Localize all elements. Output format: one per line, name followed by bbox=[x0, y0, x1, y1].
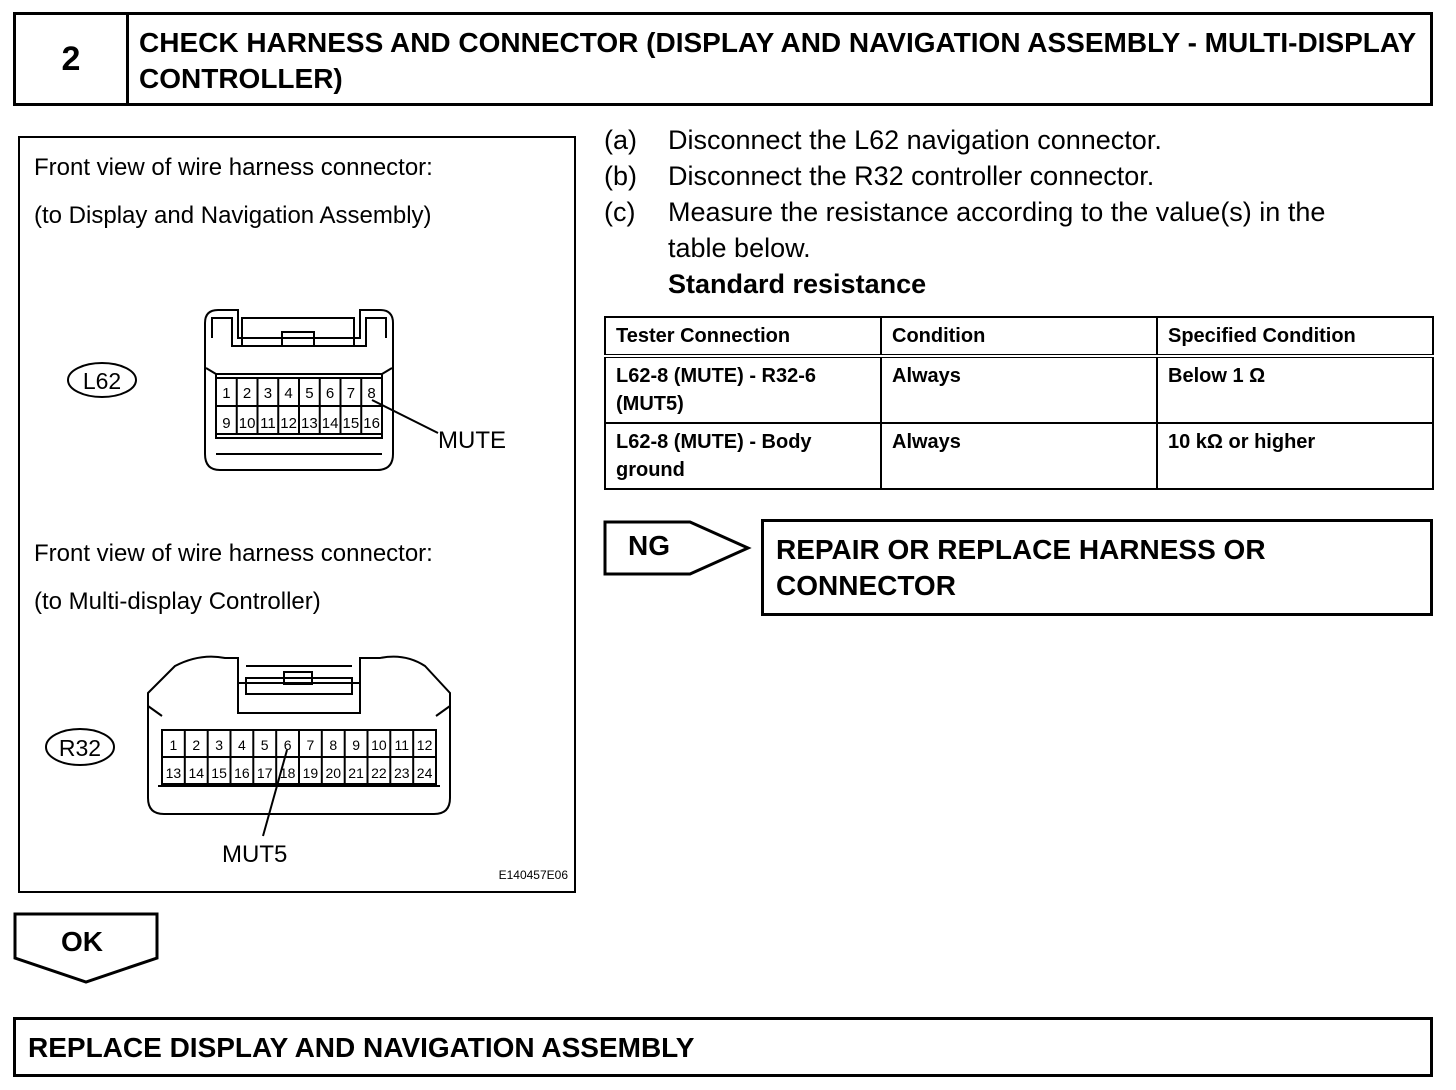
instruction-text: Disconnect the R32 controller connector. bbox=[668, 161, 1155, 191]
pin-number: 2 bbox=[242, 385, 252, 402]
pin-number: 3 bbox=[215, 737, 223, 753]
table-header: Tester Connection bbox=[605, 317, 881, 356]
pin-number: 13 bbox=[165, 765, 182, 781]
r32-id-label: R32 bbox=[58, 735, 102, 761]
pin-number: 7 bbox=[306, 737, 315, 753]
table-header: Specified Condition bbox=[1157, 317, 1433, 356]
ng-result-text: REPAIR OR REPLACE HARNESS OR CONNECTOR bbox=[776, 534, 1266, 601]
pin-number: 15 bbox=[211, 765, 227, 781]
table-cell: 10 kΩ or higher bbox=[1157, 423, 1433, 489]
pin-number: 2 bbox=[192, 737, 201, 753]
pin-number: 8 bbox=[367, 385, 376, 402]
table-cell: Below 1 Ω bbox=[1157, 356, 1433, 423]
figure-code: E140457E06 bbox=[498, 868, 568, 882]
pin-number: 3 bbox=[263, 385, 273, 402]
l62-id-label: L62 bbox=[82, 368, 122, 394]
ng-result-box bbox=[761, 519, 1433, 616]
ng-label: NG bbox=[628, 530, 670, 561]
step-number: 2 bbox=[16, 15, 129, 103]
ng-arrow-icon bbox=[605, 522, 748, 574]
pin-number: 4 bbox=[284, 385, 293, 402]
table-cell: Always bbox=[881, 423, 1157, 489]
instruction-letter: (c) bbox=[604, 197, 636, 227]
final-action-text: REPLACE DISPLAY AND NAVIGATION ASSEMBLY bbox=[28, 1032, 695, 1063]
pin-number: 21 bbox=[348, 765, 364, 781]
pin-number: 10 bbox=[371, 737, 387, 753]
table-cell: L62-8 (MUTE) - Body ground bbox=[605, 423, 881, 489]
instruction-text: Measure the resistance according to the value(s) in the bbox=[668, 197, 1326, 227]
pin-number: 11 bbox=[394, 737, 410, 753]
pin-number: 16 bbox=[234, 765, 250, 781]
pin-number: 1 bbox=[169, 737, 178, 753]
instruction-letter: (b) bbox=[604, 161, 637, 191]
l62-caption-line1: Front view of wire harness connector: bbox=[34, 154, 433, 181]
pin-number: 5 bbox=[305, 385, 314, 402]
pin-number: 7 bbox=[346, 385, 356, 402]
pin-number: 11 bbox=[260, 415, 276, 432]
pin-number: 13 bbox=[301, 415, 318, 432]
l62-caption-line2: (to Display and Navigation Assembly) bbox=[34, 202, 432, 229]
pin-number: 12 bbox=[416, 737, 433, 753]
pin-number: 23 bbox=[394, 765, 410, 781]
standard-resistance-title: Standard resistance bbox=[668, 269, 927, 299]
pin-number: 14 bbox=[188, 765, 205, 781]
pin-number: 8 bbox=[329, 737, 338, 753]
pin-number: 24 bbox=[416, 765, 433, 781]
pin-number: 6 bbox=[283, 737, 292, 753]
pin-number: 9 bbox=[222, 415, 231, 432]
step-title: CHECK HARNESS AND CONNECTOR (DISPLAY AND NAVIGATION ASSEMBLY - MULTI-DISPLAY CONTROLLER) bbox=[139, 27, 1416, 94]
pin-number: 10 bbox=[238, 415, 256, 432]
pin-number: 12 bbox=[280, 415, 297, 432]
ok-label: OK bbox=[61, 926, 103, 957]
r32-caption-line1: Front view of wire harness connector: bbox=[34, 540, 433, 567]
pin-number: 22 bbox=[371, 765, 387, 781]
pin-number: 4 bbox=[238, 737, 246, 753]
table-header: Condition bbox=[881, 317, 1157, 356]
table-cell: Always bbox=[881, 356, 1157, 423]
pin-number: 1 bbox=[222, 385, 231, 402]
table-cell: L62-8 (MUTE) - R32-6 (MUT5) bbox=[605, 356, 881, 423]
pin-number: 14 bbox=[321, 415, 339, 432]
pin-number: 16 bbox=[363, 415, 380, 432]
mute-label: MUTE bbox=[438, 427, 506, 454]
pin-number: 15 bbox=[342, 415, 360, 432]
pin-number: 6 bbox=[325, 385, 335, 402]
final-action-box bbox=[13, 1017, 1433, 1077]
mut5-label: MUT5 bbox=[222, 841, 288, 868]
pin-number: 17 bbox=[256, 765, 273, 781]
pin-number: 5 bbox=[260, 737, 269, 753]
pin-number: 18 bbox=[279, 765, 296, 781]
r32-caption-line2: (to Multi-display Controller) bbox=[34, 588, 321, 615]
pin-number: 20 bbox=[325, 765, 342, 781]
pin-number: 9 bbox=[352, 737, 360, 753]
instruction-text: table below. bbox=[668, 233, 811, 263]
instruction-text: Disconnect the L62 navigation connector. bbox=[668, 125, 1162, 155]
pin-number: 19 bbox=[302, 765, 319, 781]
instruction-letter: (a) bbox=[604, 125, 637, 155]
